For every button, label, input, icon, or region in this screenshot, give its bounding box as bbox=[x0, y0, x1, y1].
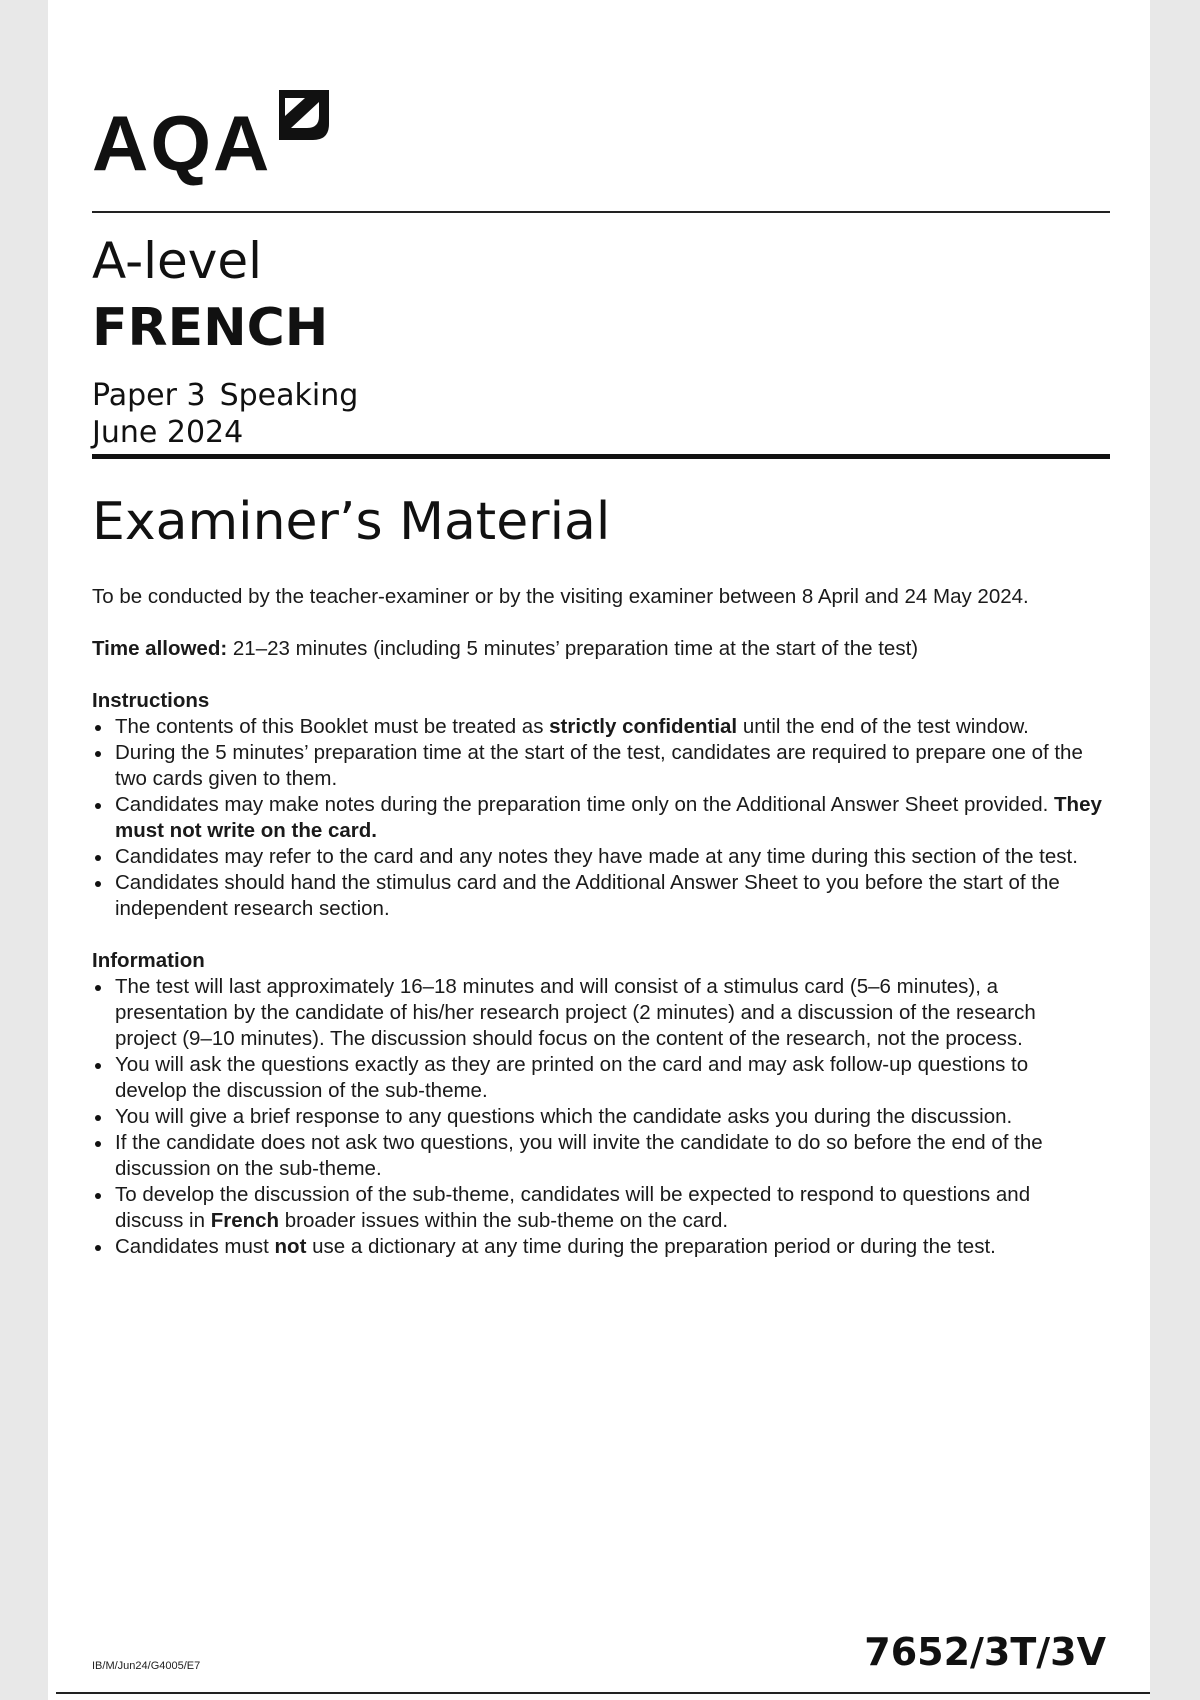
paper-name: Speaking bbox=[219, 378, 359, 413]
aqa-logo-text: AQA bbox=[92, 99, 272, 187]
specification-code: 7652/3T/3V bbox=[864, 1630, 1106, 1674]
time-allowed-label: Time allowed: bbox=[92, 637, 228, 660]
exam-date: June 2024 bbox=[92, 415, 244, 450]
paper-number: Paper 3 bbox=[92, 378, 206, 413]
page-bottom-divider bbox=[56, 1692, 1150, 1694]
document-page bbox=[48, 0, 1150, 1700]
paper-line bbox=[92, 378, 358, 414]
instructions-list bbox=[92, 714, 1102, 922]
list-item: Candidates may refer to the card and any notes they have made at any time during this section of the test. bbox=[92, 844, 1102, 870]
list-item: During the 5 minutes’ preparation time at the start of the test, candidates are required to prepare one of the two cards given to them. bbox=[92, 740, 1102, 792]
subject-title: FRENCH bbox=[92, 298, 329, 358]
header-divider-thin bbox=[92, 211, 1110, 213]
list-item: You will give a brief response to any questions which the candidate asks you during the discussion. bbox=[92, 1104, 1102, 1130]
header-divider-thick bbox=[92, 454, 1110, 459]
list-item: Candidates may make notes during the preparation time only on the Additional Answer Sheet provided. They must not write on the card. bbox=[92, 792, 1102, 844]
aqa-logo-mark-icon bbox=[275, 86, 333, 149]
information-heading: Information bbox=[92, 949, 205, 972]
document-title: Examiner’s Material bbox=[92, 492, 611, 552]
footer-reference: IB/M/Jun24/G4005/E7 bbox=[92, 1660, 201, 1672]
information-list bbox=[92, 974, 1102, 1260]
list-item: Candidates must not use a dictionary at any time during the preparation period or during the test. bbox=[92, 1234, 1102, 1260]
list-item: Candidates should hand the stimulus card and the Additional Answer Sheet to you before the start of the independent research section. bbox=[92, 870, 1102, 922]
document-body bbox=[92, 584, 1102, 1286]
list-item: To develop the discussion of the sub-theme, candidates will be expected to respond to questions and discuss in French broader issues within the sub-theme on the card. bbox=[92, 1182, 1102, 1234]
qualification-level: A-level bbox=[92, 232, 263, 290]
aqa-logo bbox=[92, 86, 333, 187]
time-allowed bbox=[92, 636, 1102, 662]
time-allowed-value: 21–23 minutes (including 5 minutes’ preparation time at the start of the test) bbox=[232, 637, 919, 660]
list-item: If the candidate does not ask two questions, you will invite the candidate to do so before the end of the discussion on the sub-theme. bbox=[92, 1130, 1102, 1182]
list-item: You will ask the questions exactly as they are printed on the card and may ask follow-up questions to develop the discussion of the sub-theme. bbox=[92, 1052, 1102, 1104]
list-item: The test will last approximately 16–18 minutes and will consist of a stimulus card (5–6 minutes), a presentation by the candidate of his/her research project (2 minutes) and a discussion of the research project (9–10 minutes). The discussion should focus on the content of the research, not the process. bbox=[92, 974, 1102, 1052]
list-item: The contents of this Booklet must be treated as strictly confidential until the end of the test window. bbox=[92, 714, 1102, 740]
conduct-text: To be conducted by the teacher-examiner or by the visiting examiner between 8 April and 24 May 2024. bbox=[92, 585, 1029, 608]
instructions-heading: Instructions bbox=[92, 689, 210, 712]
